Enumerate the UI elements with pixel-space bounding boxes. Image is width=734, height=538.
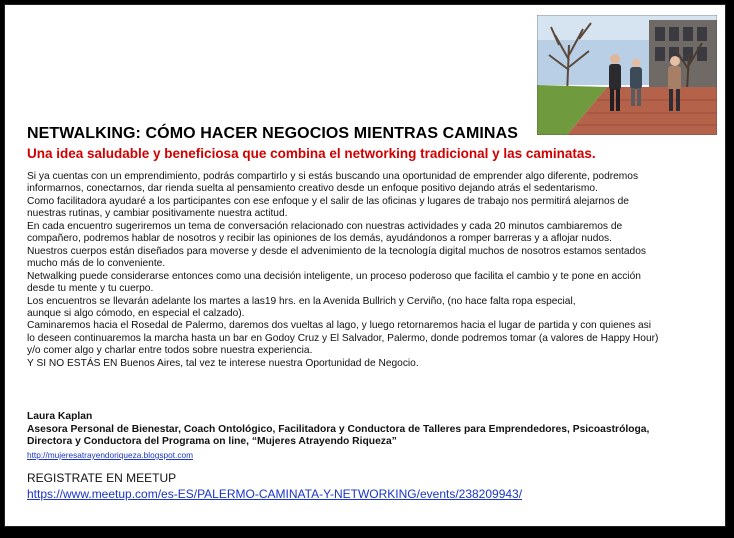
author-name: Laura Kaplan	[27, 411, 93, 422]
frame-shadow-right	[726, 8, 732, 532]
frame-shadow-bottom	[8, 527, 732, 533]
author-block	[27, 411, 717, 449]
body-line: y/o comer algo y charlar entre todos sobre nuestra experiencia.	[27, 345, 313, 357]
body-line: En cada encuentro sugeriremos un tema de conversación relacionado con nuestras actividades y cada 20 minutos cambiaremos de	[27, 220, 623, 232]
body-line: lo deseen continuaremos la marcha hasta un bar en Godoy Cruz y El Salvador, Palermo, donde podremos tomar (a valores de Happy Hour)	[27, 332, 659, 344]
body-line: Si ya cuentas con un emprendimiento, podrás compartirlo y si estás buscando una oportunidad de emprender algo diferente, podremos	[27, 171, 639, 182]
meetup-link[interactable]: https://www.meetup.com/es-ES/PALERMO-CAMINATA-Y-NETWORKING/events/238209943/	[27, 487, 523, 501]
body-line: nuestras rutinas, y cambiar positivamente nuestra actitud.	[27, 208, 288, 220]
body-line: desde tu mente y tu cuerpo.	[27, 283, 154, 295]
body-line: Y SI NO ESTÁS EN Buenos Aires, tal vez te interese nuestra Oportunidad de Negocio.	[27, 357, 419, 369]
body-line: informarnos, conectarnos, dar rienda suelta al pensamiento creativo desde un enfoque positivo dejando atrás el sedentarismo.	[27, 183, 598, 195]
body-line: Caminaremos hacia el Rosedal de Palermo, daremos dos vueltas al lago, y luego retornaremos hacia el lugar de partida y con quienes asi	[27, 320, 652, 332]
body-line: Nuestros cuerpos están diseñados para moverse y desde el advenimiento de la tecnología digital muchos de nosotros estamos sentados	[27, 245, 646, 257]
body-line: aunque si algo cómodo, en especial el calzado).	[27, 307, 245, 319]
author-role-line: Asesora Personal de Bienestar, Coach Ontológico, Facilitadora y Conductora de Talleres para Emprendedores, Psicoastróloga,	[27, 423, 650, 435]
body-line: mucho más de lo conveniente.	[27, 258, 166, 270]
meetup-label: REGISTRATE EN MEETUP	[27, 471, 177, 485]
body-line: compañero, podremos hablar de nosotros y recibir las opiniones de los demás, ayudándonos a romper barreras y a aflojar nudos.	[27, 233, 612, 245]
document-subtitle: Una idea saludable y beneficiosa que combina el networking tradicional y las caminatas.	[27, 146, 596, 161]
body-text	[27, 171, 717, 370]
document-title: NETWALKING: CÓMO HACER NEGOCIOS MIENTRAS CAMINAS	[27, 125, 519, 142]
author-role-line: Directora y Conductora del Programa on line, “Mujeres Atrayendo Riqueza”	[27, 436, 397, 448]
document-page	[4, 4, 726, 527]
walking-people-photo	[537, 15, 717, 135]
body-line: Netwalking puede considerarse entonces como una decisión inteligente, un proceso poderoso que facilita el cambio y te pone en acción	[27, 270, 641, 282]
body-line: Los encuentros se llevarán adelante los martes a las19 hrs. en la Avenida Bullrich y Cerviño, (no hace falta ropa especial,	[27, 295, 576, 307]
body-line: Como facilitadora ayudaré a los participantes con ese enfoque y el salir de las oficinas y lugares de trabajo nos permitirá alejarnos de	[27, 195, 629, 207]
blog-link[interactable]: http://mujeresatrayendoriqueza.blogspot.com	[27, 450, 194, 460]
